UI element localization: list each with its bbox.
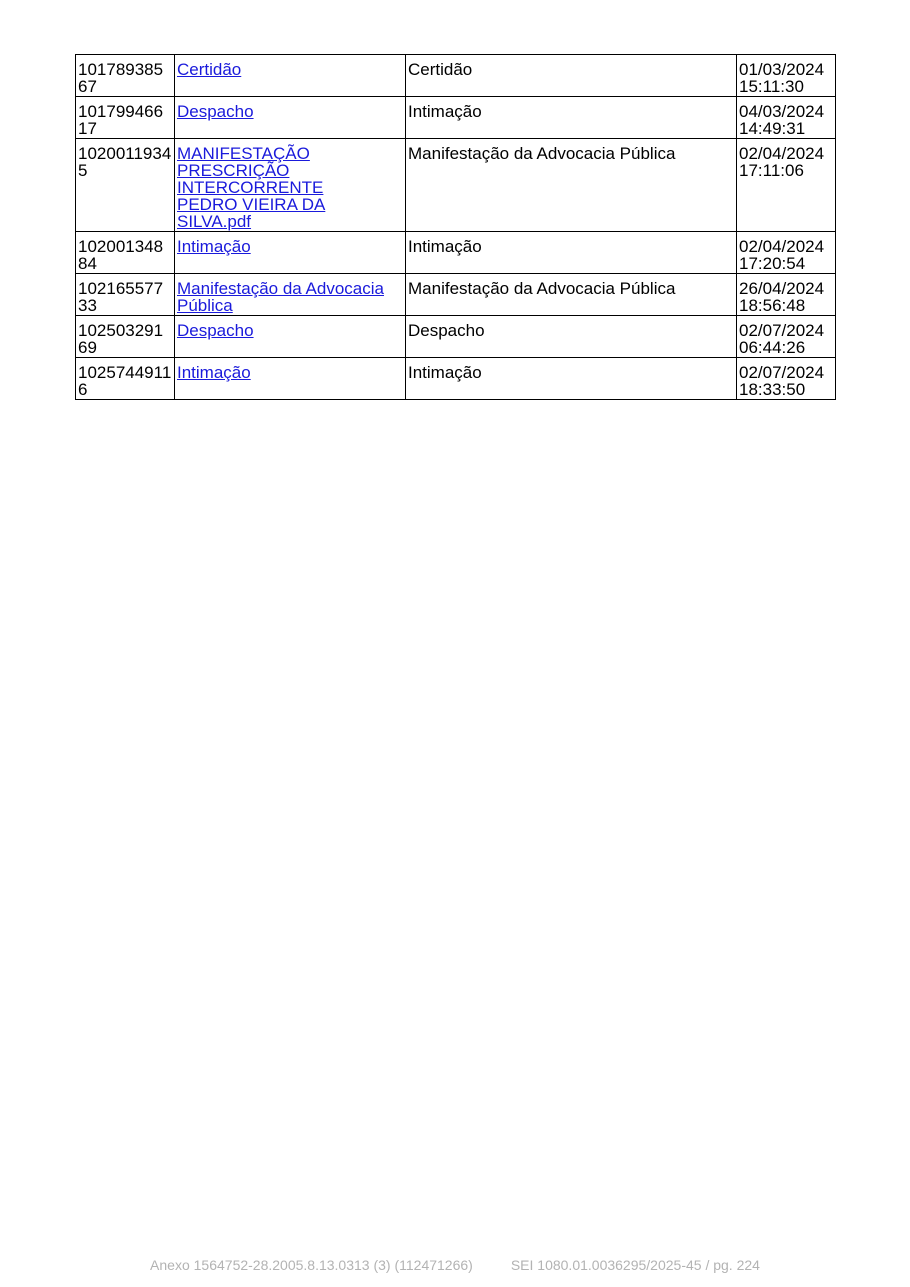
document-link[interactable]: Certidão <box>177 60 242 79</box>
document-link[interactable]: Intimação <box>177 363 251 382</box>
documents-table <box>75 54 836 400</box>
document-time: 18:56:48 <box>739 296 806 315</box>
document-datetime <box>737 358 836 400</box>
document-time: 14:49:31 <box>739 119 806 138</box>
document-link[interactable]: Intimação <box>177 237 251 256</box>
document-id: 10178938567 <box>76 55 175 97</box>
table-row <box>76 274 836 316</box>
document-id: 10250329169 <box>76 316 175 358</box>
page-footer <box>0 1257 910 1273</box>
footer-annex: Anexo 1564752-28.2005.8.13.0313 (3) (112471266) <box>150 1257 473 1273</box>
document-time: 18:33:50 <box>739 380 806 399</box>
document-date: 02/04/2024 <box>739 237 825 256</box>
document-datetime <box>737 316 836 358</box>
document-datetime <box>737 274 836 316</box>
document-datetime <box>737 139 836 232</box>
document-datetime <box>737 232 836 274</box>
document-type: Despacho <box>406 316 737 358</box>
document-date: 02/04/2024 <box>739 144 825 163</box>
document-time: 06:44:26 <box>739 338 806 357</box>
document-time: 17:20:54 <box>739 254 806 273</box>
footer-sei-reference: SEI 1080.01.0036295/2025-45 / pg. 224 <box>510 1257 760 1273</box>
document-type: Intimação <box>406 232 737 274</box>
document-id: 10257449116 <box>76 358 175 400</box>
document-type: Manifestação da Advocacia Pública <box>406 274 737 316</box>
document-link[interactable]: Manifestação da Advocacia Pública <box>177 279 384 315</box>
table-row <box>76 139 836 232</box>
document-date: 26/04/2024 <box>739 279 825 298</box>
document-date: 01/03/2024 <box>739 60 825 79</box>
table-row <box>76 97 836 139</box>
document-link[interactable]: Despacho <box>177 321 254 340</box>
document-date: 02/07/2024 <box>739 363 825 382</box>
table-row <box>76 232 836 274</box>
document-id: 10200119345 <box>76 139 175 232</box>
document-time: 17:11:06 <box>739 161 804 180</box>
table-row <box>76 358 836 400</box>
document-time: 15:11:30 <box>739 77 804 96</box>
document-datetime <box>737 97 836 139</box>
table-row <box>76 55 836 97</box>
document-id: 10216557733 <box>76 274 175 316</box>
document-date: 04/03/2024 <box>739 102 825 121</box>
document-id: 10200134884 <box>76 232 175 274</box>
document-type: Intimação <box>406 358 737 400</box>
table-row <box>76 316 836 358</box>
document-link[interactable]: Despacho <box>177 102 254 121</box>
document-type: Certidão <box>406 55 737 97</box>
document-type: Intimação <box>406 97 737 139</box>
document-type: Manifestação da Advocacia Pública <box>406 139 737 232</box>
document-datetime <box>737 55 836 97</box>
document-date: 02/07/2024 <box>739 321 825 340</box>
document-link[interactable]: MANIFESTAÇÃO PRESCRIÇÃO INTERCORRENTE PEDRO VIEIRA DA SILVA.pdf <box>177 144 326 231</box>
document-id: 10179946617 <box>76 97 175 139</box>
